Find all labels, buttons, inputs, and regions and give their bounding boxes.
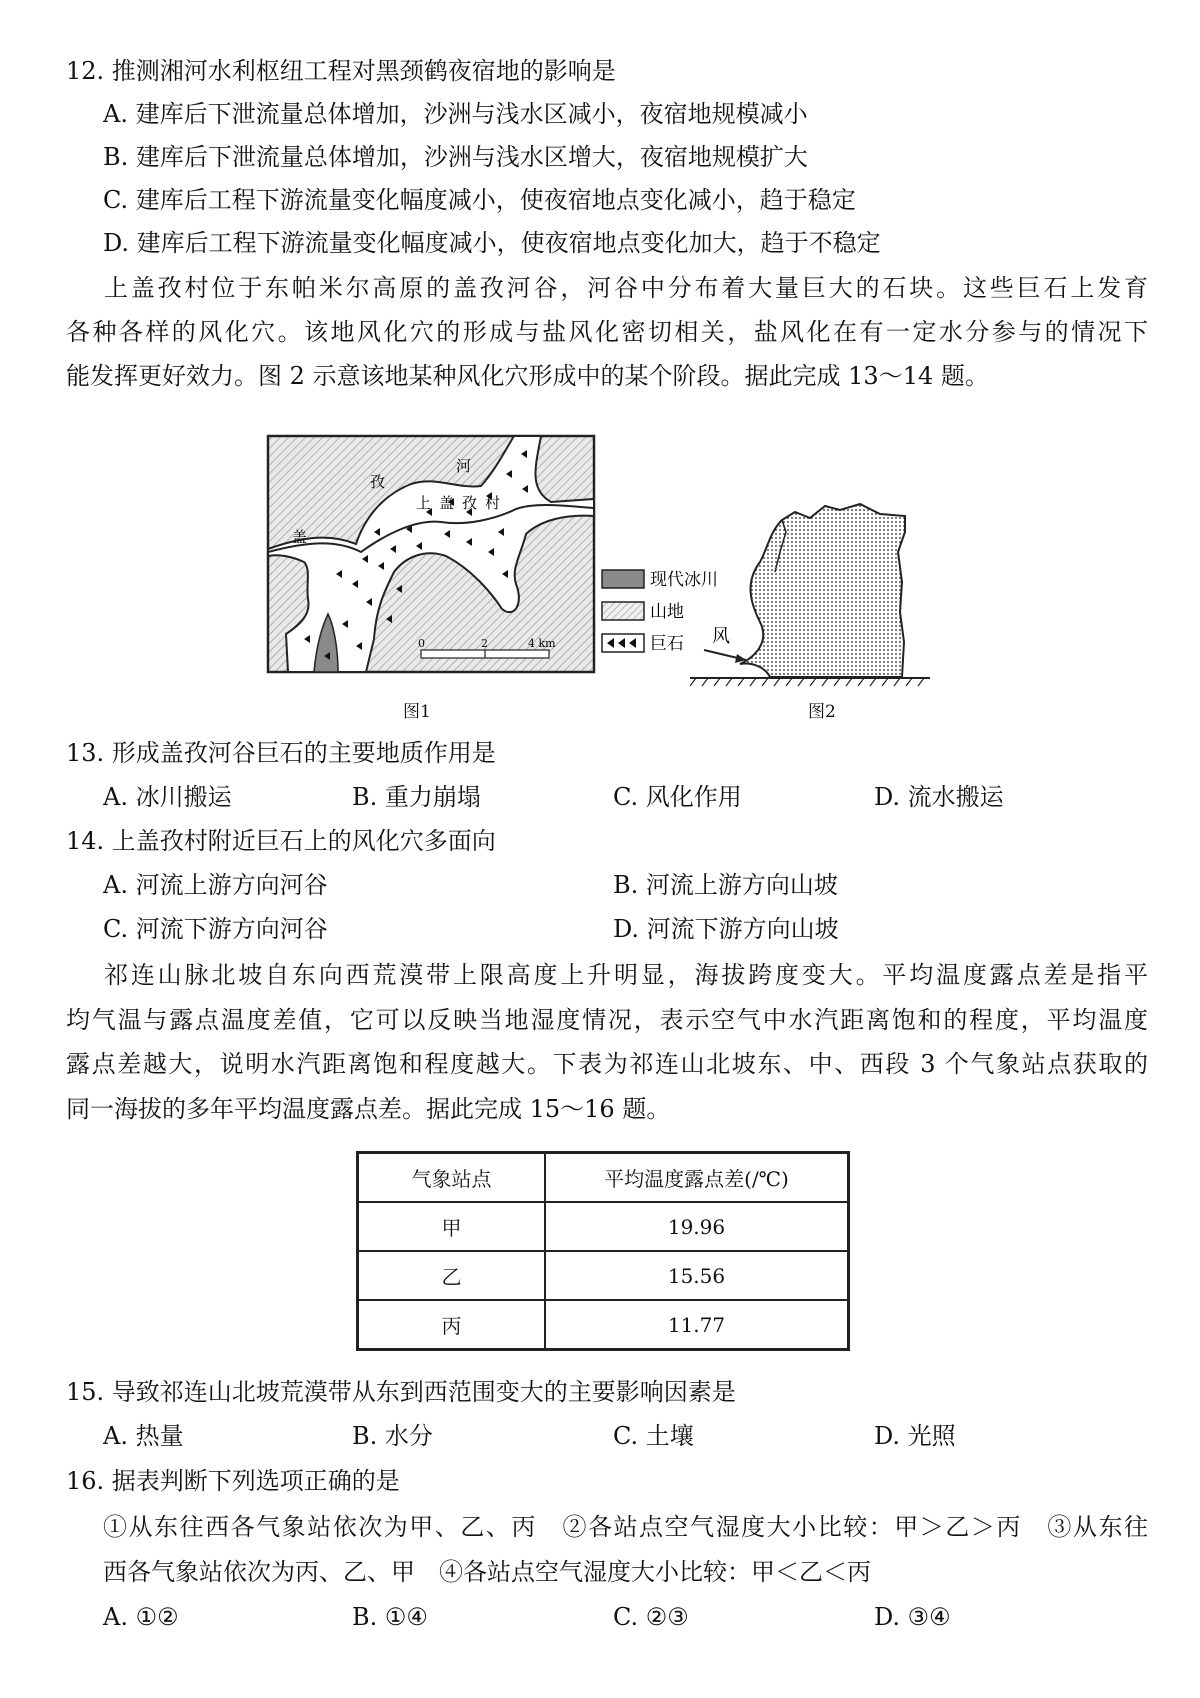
map-label-he: 河 bbox=[456, 457, 472, 475]
q13-option-c: C. 风化作用 bbox=[613, 783, 742, 811]
q16-option-d: D. ③④ bbox=[874, 1603, 951, 1631]
legend-mountain-swatch bbox=[602, 602, 644, 620]
q16-option-c: C. ②③ bbox=[613, 1603, 689, 1631]
q14-stem: 14. 上盖孜村附近巨石上的风化穴多面向 bbox=[66, 827, 496, 855]
q13-option-a: A. 冰川搬运 bbox=[103, 783, 232, 811]
legend-glacier-swatch bbox=[602, 570, 644, 588]
table-cell-value: 19.96 bbox=[545, 1202, 849, 1251]
q12-option-b: B. 建库后下泄流量总体增加，沙洲与浅水区增大，夜宿地规模扩大 bbox=[103, 143, 808, 171]
table-row bbox=[358, 1202, 849, 1251]
q16-statements-line-1: ①从东往西各气象站依次为甲、乙、丙 ②各站点空气湿度大小比较：甲＞乙＞丙 ③从东往 bbox=[103, 1513, 1148, 1541]
q16-stem: 16. 据表判断下列选项正确的是 bbox=[66, 1467, 400, 1495]
map-label-zi: 孜 bbox=[370, 473, 386, 491]
q13-option-d: D. 流水搬运 bbox=[874, 783, 1004, 811]
legend-mountain: 山地 bbox=[650, 602, 684, 622]
q13-stem: 13. 形成盖孜河谷巨石的主要地质作用是 bbox=[66, 739, 496, 767]
passage1-line-1: 上盖孜村位于东帕米尔高原的盖孜河谷，河谷中分布着大量巨大的石块。这些巨石上发育 bbox=[104, 274, 1148, 302]
passage2-line-1: 祁连山脉北坡自东向西荒漠带上限高度上升明显，海拔跨度变大。平均温度露点差是指平 bbox=[104, 961, 1148, 989]
map-label-village: 上盖孜村 bbox=[416, 494, 509, 512]
q12-option-a: A. 建库后下泄流量总体增加，沙洲与浅水区减小，夜宿地规模减小 bbox=[103, 100, 808, 128]
q14-option-c: C. 河流下游方向河谷 bbox=[103, 915, 328, 943]
q15-stem: 15. 导致祁连山北坡荒漠带从东到西范围变大的主要影响因素是 bbox=[66, 1378, 736, 1406]
passage2-line-3: 露点差越大，说明水汽距离饱和程度越大。下表为祁连山北坡东、中、西段 3 个气象站点获取的 bbox=[66, 1050, 1148, 1078]
map-label-gai: 盖 bbox=[292, 528, 308, 546]
passage1-line-2: 各种各样的风化穴。该地风化穴的形成与盐风化密切相关，盐风化在有一定水分参与的情况下 bbox=[66, 318, 1148, 346]
q12-option-c: C. 建库后工程下游流量变化幅度减小，使夜宿地点变化减小，趋于稳定 bbox=[103, 186, 856, 214]
table-header-row bbox=[358, 1153, 849, 1203]
scale-tick-0: 0 bbox=[418, 637, 425, 650]
passage1-line-3: 能发挥更好效力。图 2 示意该地某种风化穴形成中的某个阶段。据此完成 13～14 题。 bbox=[66, 362, 989, 390]
table-cell-value: 11.77 bbox=[545, 1300, 849, 1350]
q13-option-b: B. 重力崩塌 bbox=[352, 783, 481, 811]
q16-option-a: A. ①② bbox=[103, 1603, 179, 1631]
table-cell-station: 丙 bbox=[358, 1300, 546, 1350]
legend-glacier: 现代冰川 bbox=[650, 570, 718, 590]
table-header-value: 平均温度露点差(/℃) bbox=[545, 1153, 849, 1203]
passage2-line-2: 均气温与露点温度差值，它可以反映当地湿度情况，表示空气中水汽距离饱和的程度，平均温度 bbox=[66, 1006, 1148, 1034]
scale-tick-4km: 4 km bbox=[528, 637, 556, 650]
table-cell-station: 甲 bbox=[358, 1202, 546, 1251]
q15-option-c: C. 土壤 bbox=[613, 1422, 694, 1450]
figure1-map bbox=[266, 434, 596, 674]
wind-label: 风 bbox=[712, 626, 730, 647]
dew-point-table bbox=[356, 1151, 850, 1351]
legend-boulder: 巨石 bbox=[650, 634, 684, 654]
table-row bbox=[358, 1251, 849, 1300]
q14-option-a: A. 河流上游方向河谷 bbox=[103, 871, 328, 899]
q12-stem: 12. 推测湘河水利枢纽工程对黑颈鹤夜宿地的影响是 bbox=[66, 57, 616, 85]
figure1-caption: 图1 bbox=[403, 702, 431, 722]
q16-statements-line-2: 西各气象站依次为丙、乙、甲 ④各站点空气湿度大小比较：甲＜乙＜丙 bbox=[103, 1558, 871, 1586]
figure2-caption: 图2 bbox=[808, 702, 836, 722]
passage2-line-4: 同一海拔的多年平均温度露点差。据此完成 15～16 题。 bbox=[66, 1095, 671, 1123]
q15-option-b: B. 水分 bbox=[352, 1422, 433, 1450]
scale-tick-2: 2 bbox=[481, 637, 488, 650]
table-row bbox=[358, 1300, 849, 1350]
table-cell-station: 乙 bbox=[358, 1251, 546, 1300]
table-header-station: 气象站点 bbox=[358, 1153, 546, 1203]
q15-option-d: D. 光照 bbox=[874, 1422, 956, 1450]
figure2-rock bbox=[690, 492, 940, 688]
q16-option-b: B. ①④ bbox=[352, 1603, 428, 1631]
table-cell-value: 15.56 bbox=[545, 1251, 849, 1300]
q15-option-a: A. 热量 bbox=[103, 1422, 184, 1450]
q14-option-b: B. 河流上游方向山坡 bbox=[613, 871, 838, 899]
q12-option-d: D. 建库后工程下游流量变化幅度减小，使夜宿地点变化加大，趋于不稳定 bbox=[103, 229, 881, 257]
q14-option-d: D. 河流下游方向山坡 bbox=[613, 915, 839, 943]
